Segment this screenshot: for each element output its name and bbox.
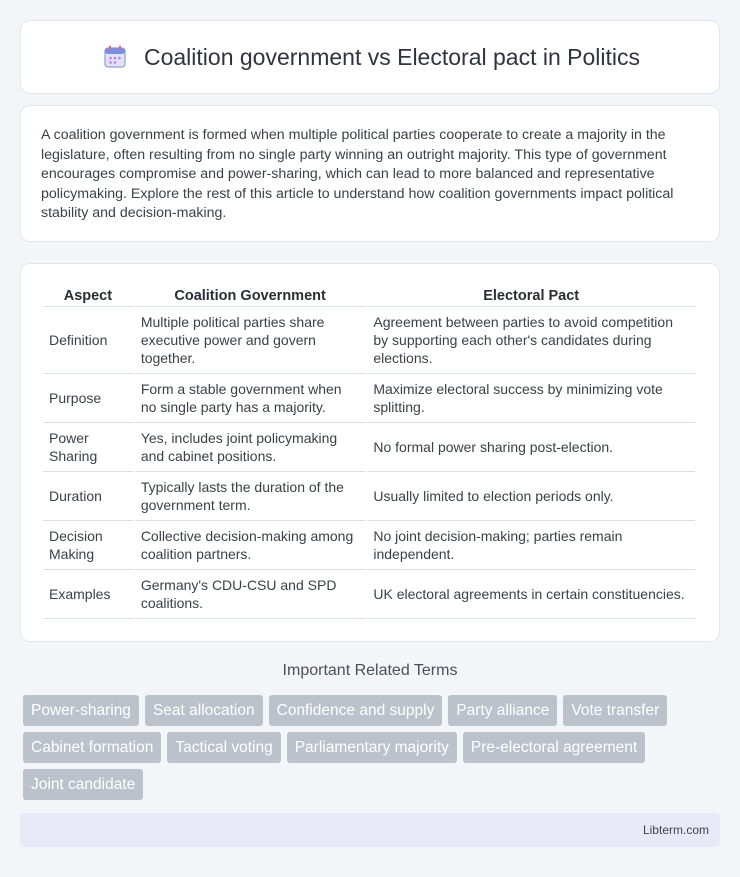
row-coalition: Yes, includes joint policymaking and cabinet positions. xyxy=(135,423,366,472)
table-row xyxy=(43,423,695,472)
row-pact: Agreement between parties to avoid competition by supporting each other's candidates during elections. xyxy=(367,307,695,374)
page-title: Coalition government vs Electoral pact in Politics xyxy=(143,43,640,70)
row-pact: UK electoral agreements in certain constituencies. xyxy=(367,570,695,619)
row-pact: Maximize electoral success by minimizing vote splitting. xyxy=(367,374,695,423)
comparison-card xyxy=(20,263,720,642)
row-pact: Usually limited to election periods only. xyxy=(367,472,695,521)
tag-joint-candidate[interactable]: Joint candidate xyxy=(23,769,143,800)
row-coalition: Germany's CDU-CSU and SPD coalitions. xyxy=(135,570,366,619)
row-coalition: Form a stable government when no single party has a majority. xyxy=(135,374,366,423)
row-pact: No joint decision-making; parties remain independent. xyxy=(367,521,695,570)
header-pact: Electoral Pact xyxy=(367,284,695,307)
table-row xyxy=(43,570,695,619)
header-aspect: Aspect xyxy=(43,284,133,307)
intro-card xyxy=(20,105,720,242)
table-header-row xyxy=(43,284,695,307)
row-aspect: Purpose xyxy=(43,374,133,423)
table-row xyxy=(43,374,695,423)
row-coalition: Collective decision-making among coalition partners. xyxy=(135,521,366,570)
footer-brand[interactable]: Libterm.com xyxy=(642,823,709,837)
table-row xyxy=(43,521,695,570)
tag-tactical-voting[interactable]: Tactical voting xyxy=(167,732,280,763)
row-aspect: Definition xyxy=(43,307,133,374)
tag-party-alliance[interactable]: Party alliance xyxy=(448,695,557,726)
related-terms-list xyxy=(23,695,713,800)
table-row xyxy=(43,307,695,374)
tag-power-sharing[interactable]: Power-sharing xyxy=(23,695,139,726)
row-aspect: Examples xyxy=(43,570,133,619)
table-row xyxy=(43,472,695,521)
comparison-table xyxy=(41,284,697,619)
tag-confidence-and-supply[interactable]: Confidence and supply xyxy=(269,695,443,726)
row-coalition: Typically lasts the duration of the government term. xyxy=(135,472,366,521)
tag-seat-allocation[interactable]: Seat allocation xyxy=(145,695,263,726)
row-pact: No formal power sharing post-election. xyxy=(367,423,695,472)
tag-pre-electoral-agreement[interactable]: Pre-electoral agreement xyxy=(463,732,645,763)
footer xyxy=(20,813,720,847)
row-aspect: Duration xyxy=(43,472,133,521)
tag-vote-transfer[interactable]: Vote transfer xyxy=(563,695,667,726)
tag-parliamentary-majority[interactable]: Parliamentary majority xyxy=(287,732,457,763)
tag-cabinet-formation[interactable]: Cabinet formation xyxy=(23,732,161,763)
row-aspect: Decision Making xyxy=(43,521,133,570)
row-aspect: Power Sharing xyxy=(43,423,133,472)
title-card xyxy=(20,20,720,94)
intro-paragraph: A coalition government is formed when multiple political parties cooperate to create a majority in the legislature, often resulting from no single party winning an outright majority. This type of government encourages compromise and power-sharing, which can lead to more balanced and representative policymaking. Explore the rest of this article to understand how coalition governments impact political stability and decision-making. xyxy=(41,127,674,221)
related-terms-title: Important Related Terms xyxy=(282,662,458,679)
calendar-icon xyxy=(100,42,130,72)
row-coalition: Multiple political parties share executive power and govern together. xyxy=(135,307,366,374)
header-coalition: Coalition Government xyxy=(135,284,366,307)
